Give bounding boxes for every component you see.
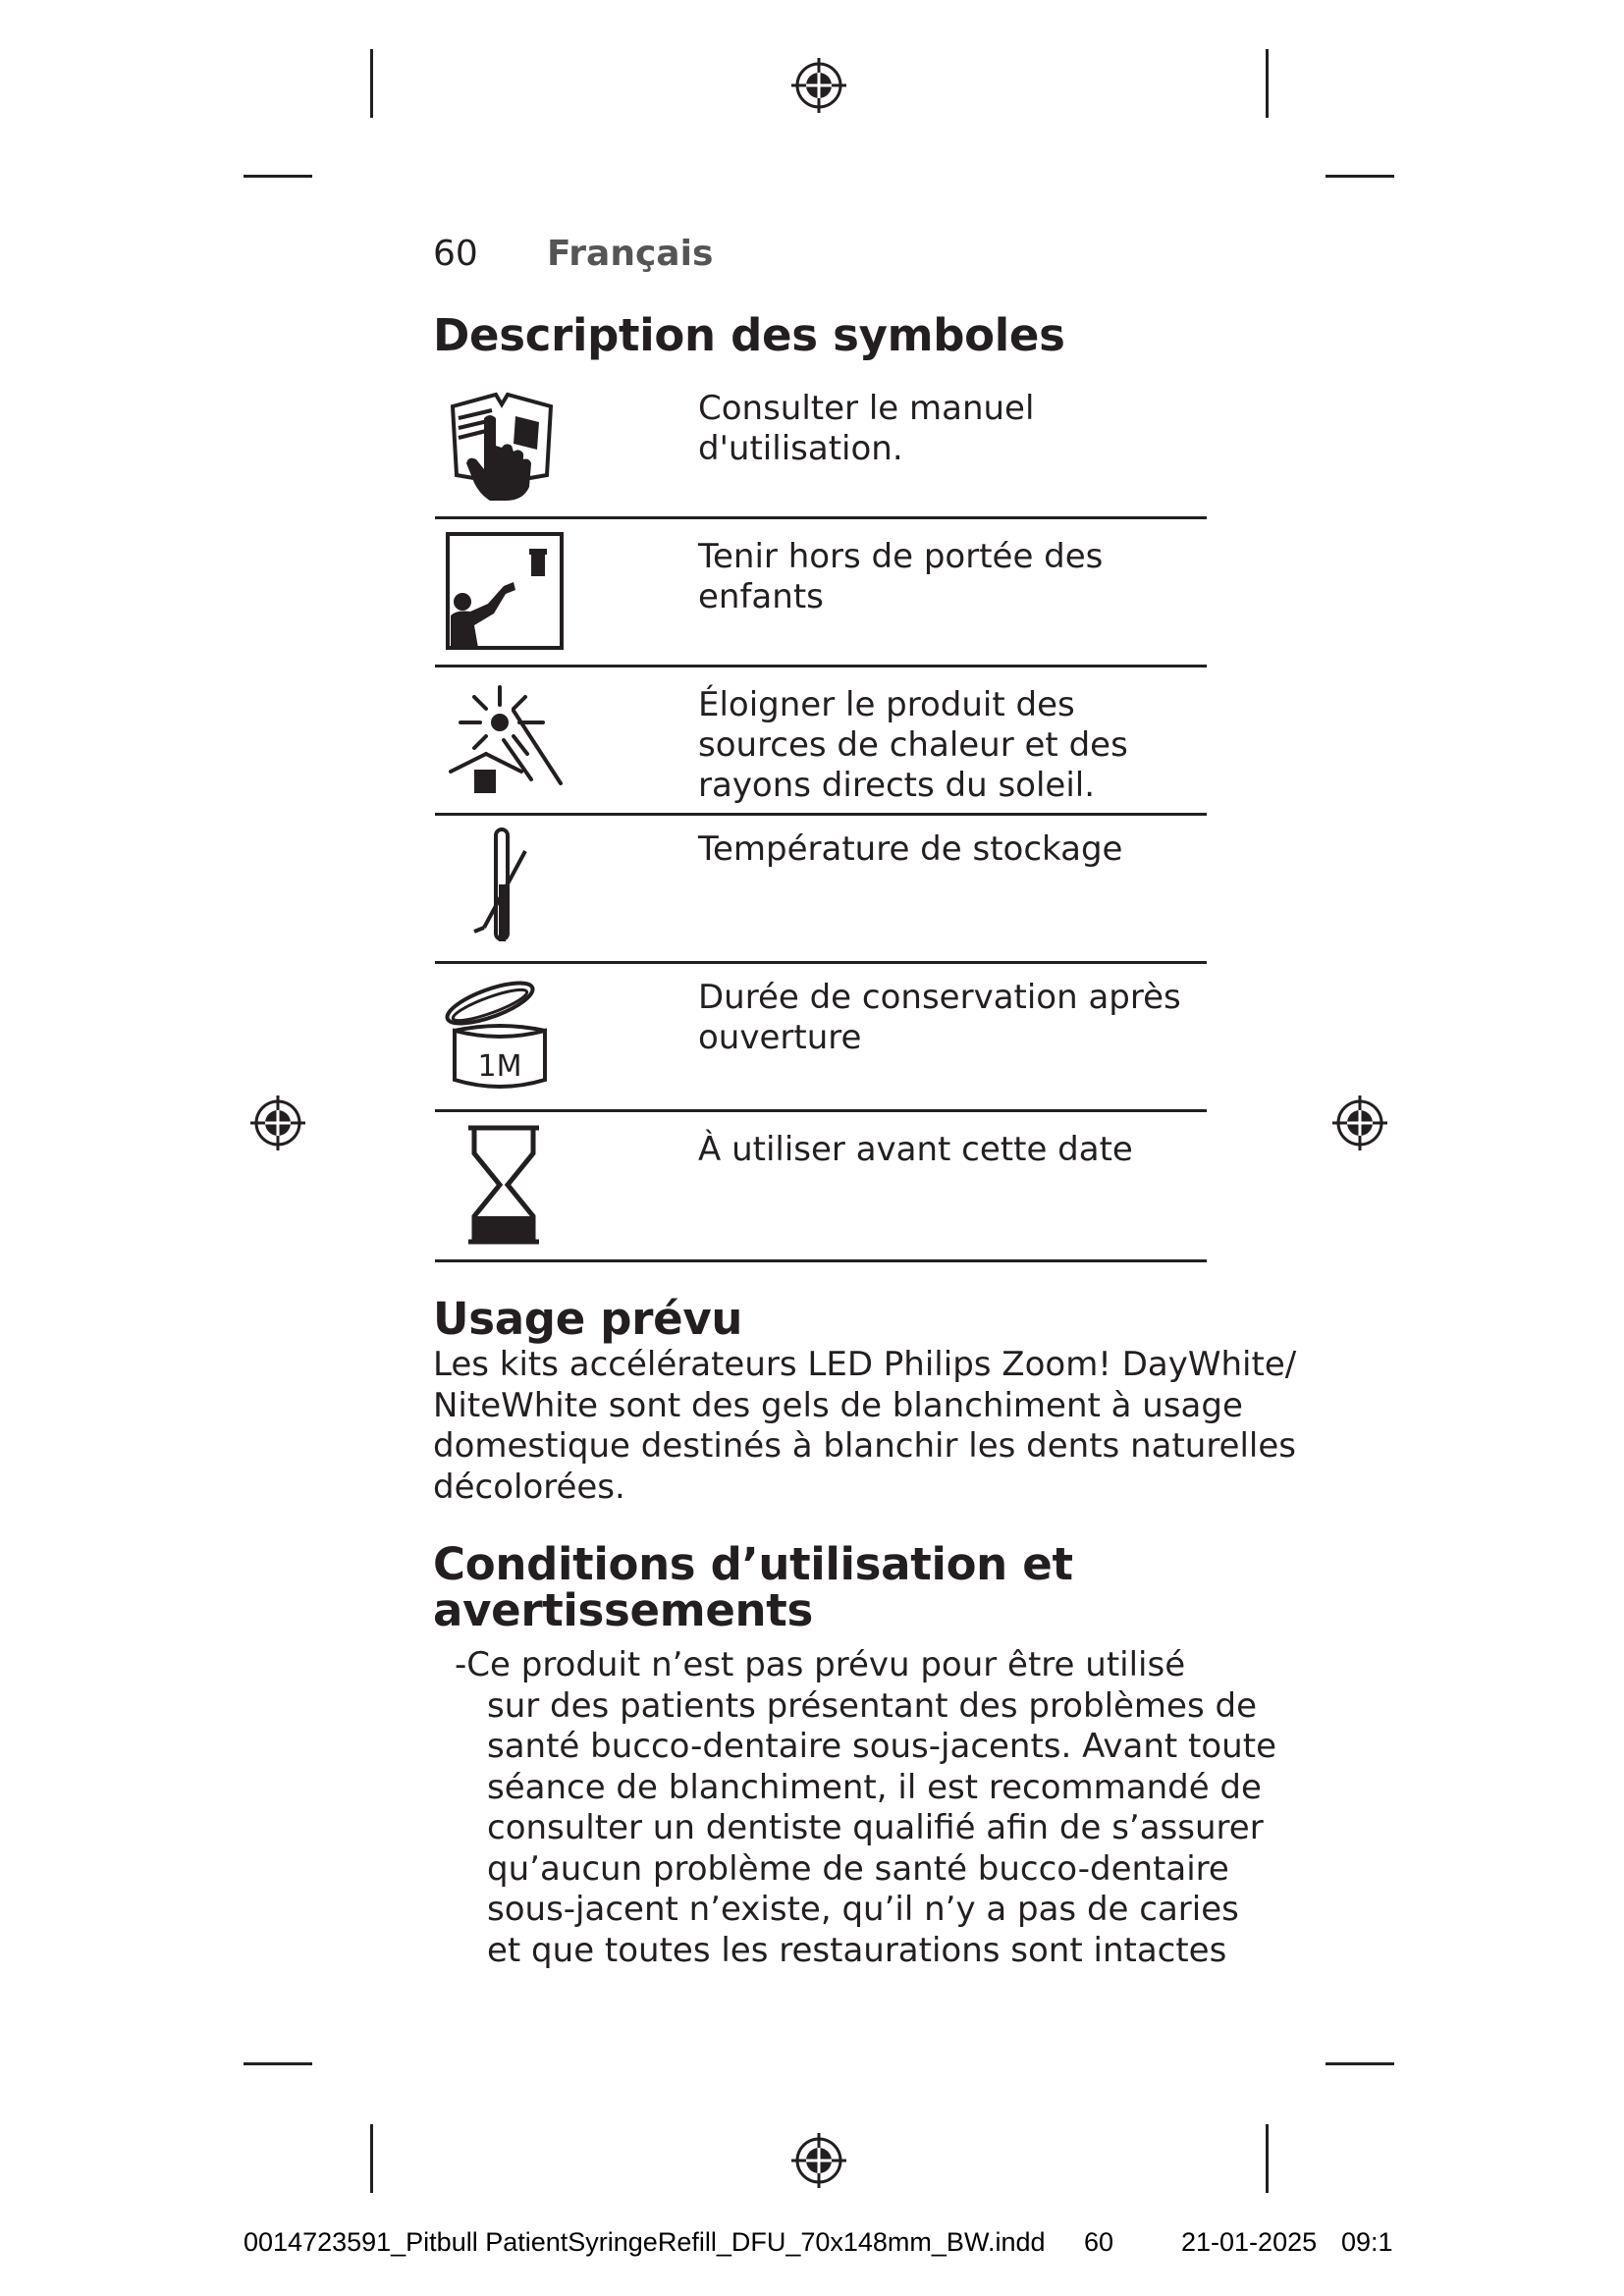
text-line: séance de blanchiment, il est recommandé de <box>487 1767 1262 1807</box>
text-line: qu’aucun problème de santé bucco-dentaire <box>487 1848 1229 1889</box>
text-line: santé bucco-dentaire sous-jacents. Avant toute <box>487 1727 1276 1766</box>
crop-mark <box>1266 49 1269 118</box>
jar-label: 1M <box>477 1049 522 1084</box>
registration-mark-icon <box>248 1094 307 1152</box>
footer-filename: 0014723591_Pitbull PatientSyringeRefill_DFU_70x148mm_BW.indd <box>244 2227 1046 2257</box>
crop-mark <box>244 175 312 178</box>
text-line: Les kits accélérateurs LED Philips Zoom! DayWhite/ <box>433 1345 1297 1384</box>
crop-mark <box>370 49 373 118</box>
open-jar-1m-icon <box>445 974 567 1095</box>
symbol-row <box>435 519 1207 667</box>
intended-use-title: Usage prévu <box>433 1293 743 1345</box>
manual-icon <box>445 389 563 505</box>
crop-mark <box>1326 2062 1394 2065</box>
list-item-continuation <box>455 1686 1276 1972</box>
thermometer-icon <box>445 826 563 947</box>
page-number: 60 <box>433 234 478 274</box>
symbol-description: Consulter le manuel d'utilisation. <box>698 389 1035 468</box>
text-line: sur des patients présentant des problèmes de <box>487 1685 1257 1726</box>
registration-mark-icon <box>789 2131 848 2190</box>
text-line: NiteWhite sont des gels de blanchiment à usage <box>433 1385 1243 1425</box>
symbols-section-title: Description des symboles <box>433 309 1065 361</box>
language-label: Français <box>547 234 714 274</box>
hourglass-icon <box>445 1124 563 1246</box>
crop-mark <box>244 2062 312 2065</box>
text-line: sous-jacent n’existe, qu’il n’y a pas de caries <box>487 1890 1239 1929</box>
symbol-row <box>435 667 1207 816</box>
conditions-title-line: Conditions d’utilisation et <box>433 1538 1073 1590</box>
footer-date: 21-01-2025 <box>1181 2227 1318 2257</box>
registration-mark-icon <box>1330 1094 1389 1152</box>
keep-away-children-icon <box>445 531 565 651</box>
conditions-title-line: avertissements <box>433 1584 813 1636</box>
conditions-text <box>455 1645 1276 1971</box>
symbol-description: À utiliser avant cette date <box>698 1130 1133 1169</box>
text-line: décolorées. <box>433 1467 625 1507</box>
footer-page: 60 <box>1084 2227 1114 2257</box>
symbol-row <box>435 1112 1207 1262</box>
intended-use-text <box>433 1345 1296 1508</box>
footer-time: 09:1 <box>1341 2227 1393 2257</box>
keep-away-sunlight-icon <box>445 681 567 799</box>
crop-mark <box>370 2124 373 2193</box>
symbol-description: Température de stockage <box>698 829 1123 869</box>
crop-mark <box>1266 2124 1269 2193</box>
symbol-row <box>435 816 1207 964</box>
symbol-description: Tenir hors de portée des enfants <box>698 537 1104 616</box>
symbol-description: Éloigner le produit des sources de chaleur et des rayons directs du soleil. <box>698 685 1128 805</box>
symbol-description: Durée de conservation après ouverture <box>698 978 1181 1057</box>
text-line: consulter un dentiste qualifié afin de s’assurer <box>487 1808 1264 1847</box>
symbol-row <box>435 964 1207 1112</box>
page-header <box>433 234 713 274</box>
conditions-title <box>433 1538 1073 1636</box>
list-item-first-line: -Ce produit n’est pas prévu pour être utilisé <box>455 1645 1186 1684</box>
text-line: et que toutes les restaurations sont intactes <box>487 1930 1227 1970</box>
symbol-row <box>435 383 1207 519</box>
text-line: domestique destinés à blanchir les dents naturelles <box>433 1426 1297 1466</box>
crop-mark <box>1326 175 1394 178</box>
registration-mark-icon <box>789 56 848 115</box>
symbols-table <box>435 383 1207 1262</box>
